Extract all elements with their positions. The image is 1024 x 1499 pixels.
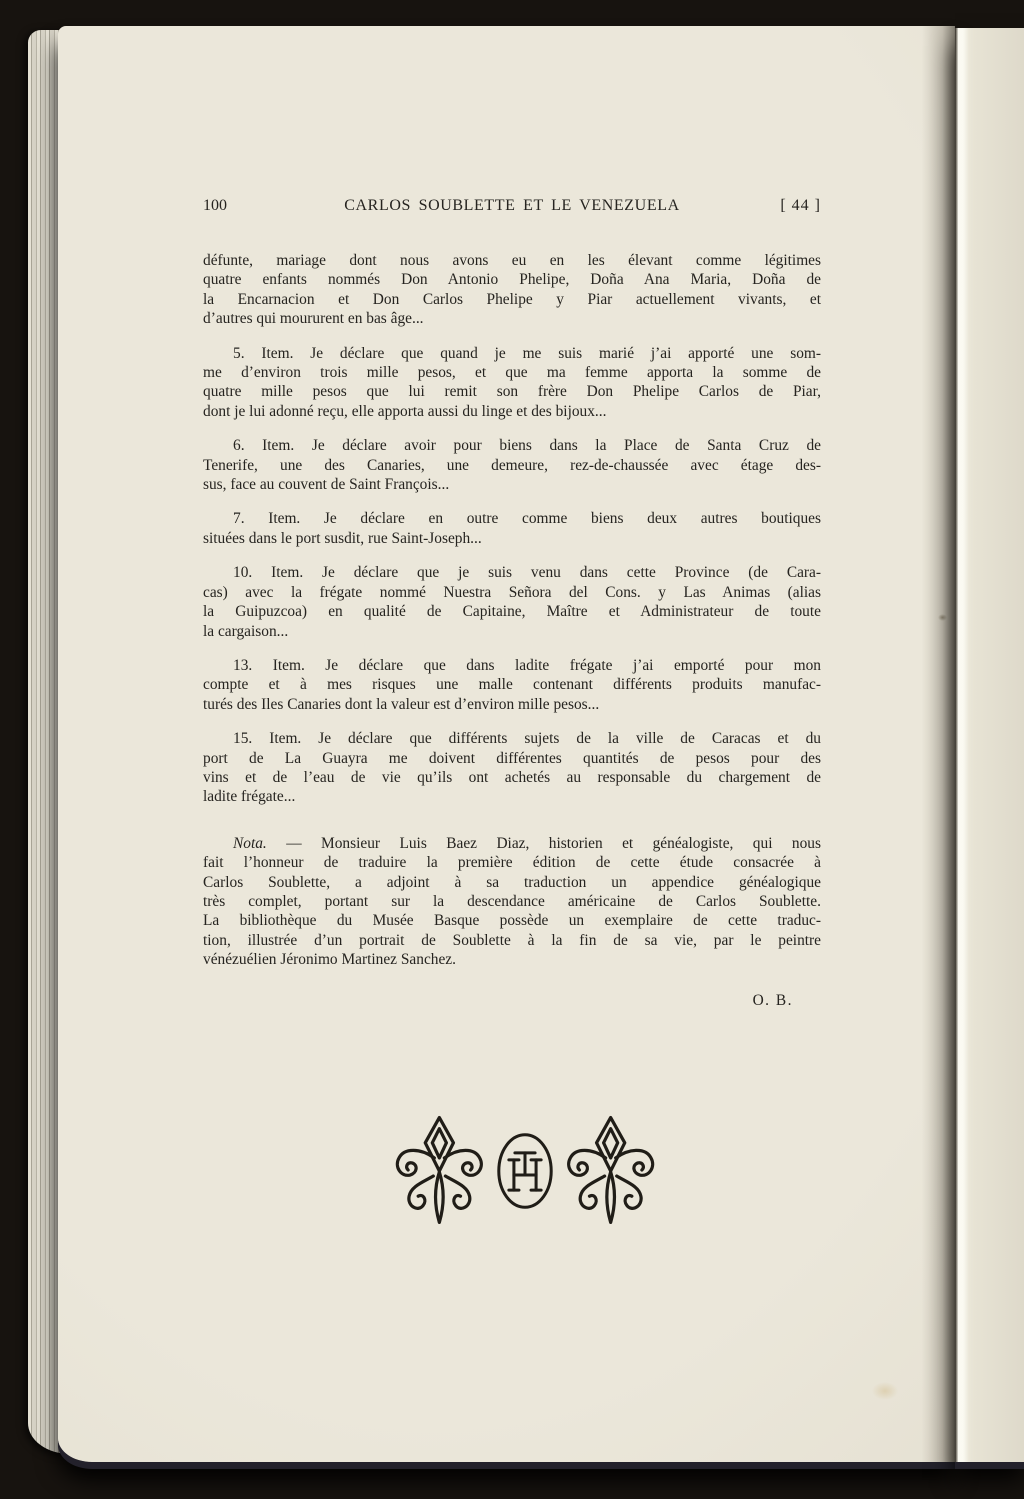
text-line: fait l’honneur de traduire la première édition de cette étude consacrée à	[203, 854, 821, 872]
text-line: Carlos Soublette, a adjoint à sa traduction un appendice généalogique	[203, 873, 821, 891]
nota-first-line	[203, 834, 821, 853]
running-title: CARLOS SOUBLETTE ET LE VENEZUELA	[344, 197, 680, 214]
text-line: vins et de l’eau de vie qu’ils ont achetés au responsable du chargement de	[203, 768, 821, 786]
testament-item-paragraph	[203, 656, 821, 714]
testament-item-paragraph	[203, 509, 821, 548]
author-initials: O. B.	[752, 991, 793, 1009]
text-line: La bibliothèque du Musée Basque possède un exemplaire de cette traduc-	[203, 912, 821, 930]
testament-items	[203, 344, 821, 807]
text-line: vénézuélien Jéronimo Martinez Sanchez.	[203, 951, 456, 969]
text-block	[203, 197, 821, 1010]
fleur-de-lis-left-icon	[397, 1118, 481, 1223]
text-line: la Encarnacion et Don Carlos Phelipe y Piar actuellement vivants, et	[203, 290, 821, 308]
page-speck	[938, 614, 947, 621]
text-line: quatre enfants nommés Don Antonio Phelipe, Doña Ana Maria, Doña de	[203, 271, 821, 289]
paragraph-continuation	[203, 251, 821, 329]
text-line: Tenerife, une des Canaries, une demeure, rez-de-chaussée avec étage des-	[203, 456, 821, 474]
testament-item-paragraph	[203, 436, 821, 494]
nota-label: Nota.	[233, 834, 267, 852]
fleur-de-lis-right-icon	[569, 1118, 653, 1223]
text-line: défunte, mariage dont nous avons eu en les élevant comme légitimes	[203, 252, 821, 269]
publisher-medallion-icon	[499, 1135, 551, 1208]
body-text	[203, 251, 821, 1010]
running-header	[203, 197, 821, 219]
text-line: 7. Item. Je déclare en outre comme biens deux autres boutiques	[233, 510, 821, 528]
text-line: dont je lui adonné reçu, elle apporta aussi du linge et des bijoux...	[203, 402, 607, 420]
text-line: 5. Item. Je déclare que quand je me suis marié j’ai apporté une som-	[233, 344, 821, 362]
text-line: turés des Iles Canaries dont la valeur est d’environ mille pesos...	[203, 695, 600, 713]
text-line: cas) avec la frégate nommé Nuestra Señora del Cons. y Las Animas (alias	[203, 583, 821, 601]
text-line: situées dans le port susdit, rue Saint-Joseph...	[203, 529, 482, 547]
text-line: ladite frégate...	[203, 788, 296, 806]
text-line: 13. Item. Je déclare que dans ladite frégate j’ai emporté pour mon	[233, 656, 821, 674]
text-line: port de La Guayra me doivent différentes quantités de pesos pour des	[203, 749, 821, 767]
text-line: sus, face au couvent de Saint François...	[203, 476, 450, 494]
page-number: 100	[203, 197, 227, 214]
text-line: la Guipuzcoa) en qualité de Capitaine, Maître et Administrateur de toute	[203, 603, 821, 621]
nota-first-line-rest: — Monsieur Luis Baez Diaz, historien et généalogiste, qui nous	[266, 834, 821, 852]
text-line: la cargaison...	[203, 622, 289, 640]
text-line: très complet, portant sur la descendance américaine de Carlos Soublette.	[203, 892, 821, 910]
folio-reference: [ 44 ]	[780, 197, 821, 214]
testament-item-paragraph	[203, 729, 821, 807]
testament-item-paragraph	[203, 563, 821, 641]
page-stain	[872, 1382, 898, 1400]
printers-ornament	[394, 1114, 656, 1228]
text-line: quatre mille pesos que lui remit son frère Don Phelipe Carlos de Piar,	[203, 383, 821, 401]
text-line: d’autres qui moururent en bas âge...	[203, 310, 424, 328]
text-line: 15. Item. Je déclare que différents sujets de la ville de Caracas et du	[233, 730, 821, 748]
text-line: 6. Item. Je déclare avoir pour biens dans la Place de Santa Cruz de	[233, 437, 821, 455]
left-page	[58, 26, 955, 1462]
text-line: me d’environ trois mille pesos, et que ma femme apporta la somme de	[203, 364, 821, 382]
testament-item-paragraph	[203, 344, 821, 422]
text-line: 10. Item. Je déclare que je suis venu dans cette Province (de Cara-	[233, 564, 821, 582]
nota-paragraph	[203, 834, 821, 970]
facing-page-edge	[955, 28, 1024, 1462]
text-line: tion, illustrée d’un portrait de Soublette à la fin de sa vie, par le peintre	[203, 931, 821, 949]
text-line: compte et à mes risques une malle contenant différents produits manufac-	[203, 676, 821, 694]
